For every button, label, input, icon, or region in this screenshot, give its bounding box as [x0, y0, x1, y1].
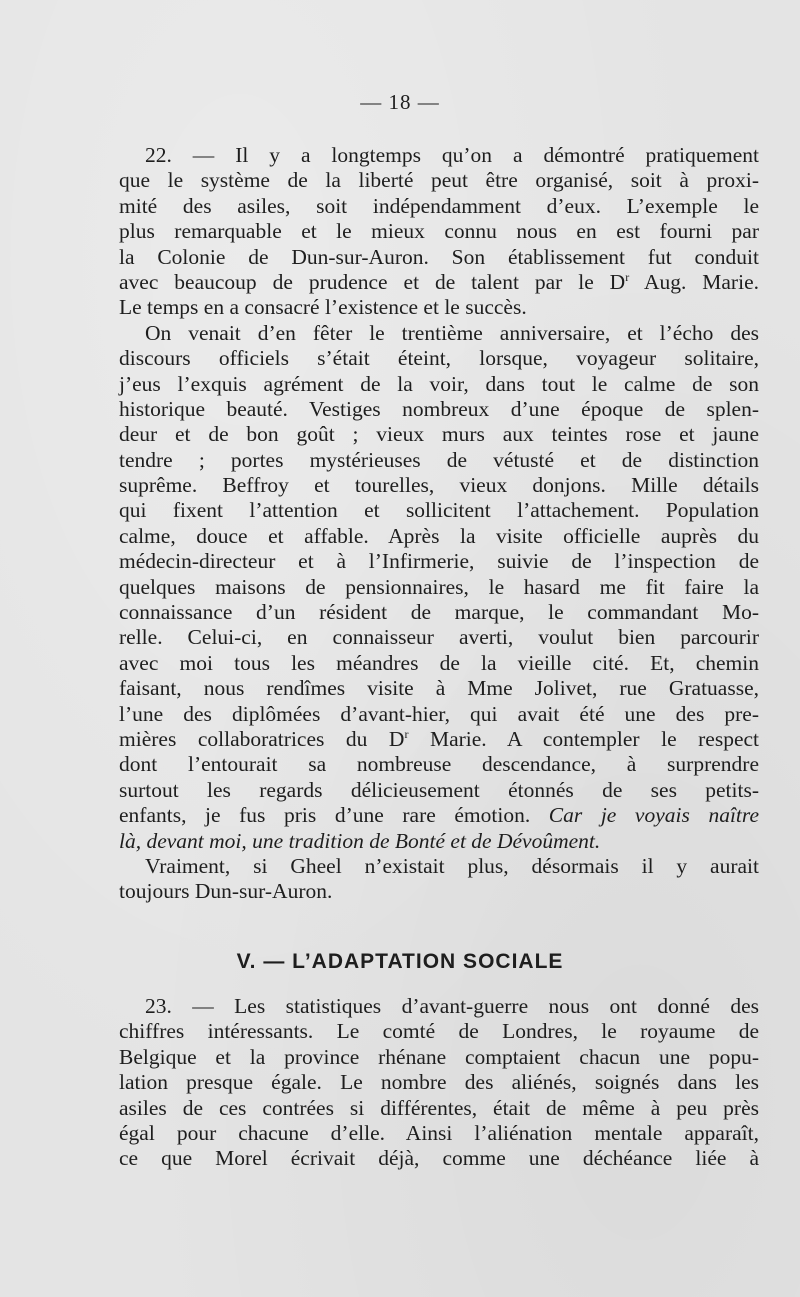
text-line: On venait d’en fêter le trentième anniversaire, et l’écho des: [145, 320, 759, 345]
text-line: [119, 727, 759, 752]
text-line: avec moi tous les méandres de la vieille cité. Et, chemin: [119, 650, 759, 675]
paragraph-22: [119, 143, 759, 905]
superscript: r: [404, 726, 409, 741]
text-line: que le système de la liberté peut être organisé, soit à proxi-: [119, 168, 759, 193]
text-line: suprême. Beffroy et tourelles, vieux donjons. Mille détails: [119, 473, 759, 498]
text-line: connaissance d’un résident de marque, le commandant Mo-: [119, 600, 759, 625]
text-line: l’une des diplômées d’avant-hier, qui avait été une des pre-: [119, 701, 759, 726]
section-heading: V. — L’ADAPTATION SOCIALE: [236, 950, 564, 973]
text-line: Belgique et la province rhénane comptaient chacun une popu-: [119, 1044, 759, 1069]
text-line: ce que Morel écrivait déjà, comme une déchéance liée à: [119, 1146, 759, 1171]
text-line: 23. — Les statistiques d’avant-guerre nous ont donné des: [145, 994, 759, 1018]
text-line: [119, 270, 759, 295]
text-line: égal pour chacune d’elle. Ainsi l’aliénation mentale apparaît,: [119, 1120, 759, 1145]
text-fragment: Marie. A contempler le respect: [429, 726, 760, 751]
text-line: discours officiels s’était éteint, lorsque, voyageur solitaire,: [119, 346, 759, 371]
text-line: historique beauté. Vestiges nombreux d’une époque de splen-: [119, 396, 759, 421]
text-line: Le temps en a consacré l’existence et le succès.: [119, 295, 527, 320]
text-line: quelques maisons de pensionnaires, le hasard me fit faire la: [119, 574, 759, 599]
text-line: faisant, nous rendîmes visite à Mme Jolivet, rue Gratuasse,: [119, 676, 759, 701]
text-line: toujours Dun-sur-Auron.: [119, 879, 333, 904]
text-line: chiffres intéressants. Le comté de Londres, le royaume de: [119, 1019, 759, 1044]
text-line: dont l’entourait sa nombreuse descendance, à surprendre: [119, 752, 759, 777]
superscript: r: [625, 269, 630, 284]
text-line: médecin-directeur et à l’Infirmerie, suivie de l’inspection de: [119, 549, 759, 574]
italic-fragment: Car je voyais naître: [548, 803, 760, 828]
text-line: plus remarquable et le mieux connu nous en est fourni par: [119, 219, 759, 244]
text-line: 22. — Il y a longtemps qu’on a démontré pratiquement: [145, 143, 759, 167]
text-line: relle. Celui-ci, en connaisseur averti, voulut bien parcourir: [119, 625, 759, 650]
text-line: qui fixent l’attention et sollicitent l’attachement. Population: [119, 498, 759, 523]
text-line: tendre ; portes mystérieuses de vétusté et de distinction: [119, 447, 759, 472]
text-line: asiles de ces contrées si différentes, était de même à peu près: [119, 1095, 759, 1120]
paragraph-23: [119, 994, 759, 1172]
text-fragment: mières collaboratrices du D: [119, 726, 405, 751]
page-number: — 18 —: [360, 90, 440, 114]
text-fragment: avec beaucoup de prudence et de talent par le D: [119, 269, 626, 294]
text-fragment: Aug. Marie.: [643, 269, 759, 294]
text-line: j’eus l’exquis agrément de la voir, dans tout le calme de son: [119, 371, 759, 396]
text-line: surtout les regards délicieusement étonnés de ses petits-: [119, 777, 759, 802]
text-line: mité des asiles, soit indépendamment d’eux. L’exemple le: [119, 193, 759, 218]
text-line: Vraiment, si Gheel n’existait plus, désormais il y aurait: [145, 853, 759, 878]
text-line: calme, douce et affable. Après la visite officielle auprès du: [119, 523, 759, 548]
text-line: là, devant moi, une tradition de Bonté et de Dévoûment.: [119, 828, 601, 853]
text-line: la Colonie de Dun-sur-Auron. Son établissement fut conduit: [119, 244, 759, 269]
text-line: [119, 803, 759, 828]
text-line: lation presque égale. Le nombre des aliénés, soignés dans les: [119, 1070, 759, 1095]
text-line: deur et de bon goût ; vieux murs aux teintes rose et jaune: [119, 422, 759, 447]
text-fragment: enfants, je fus pris d’une rare émotion.: [119, 803, 531, 828]
